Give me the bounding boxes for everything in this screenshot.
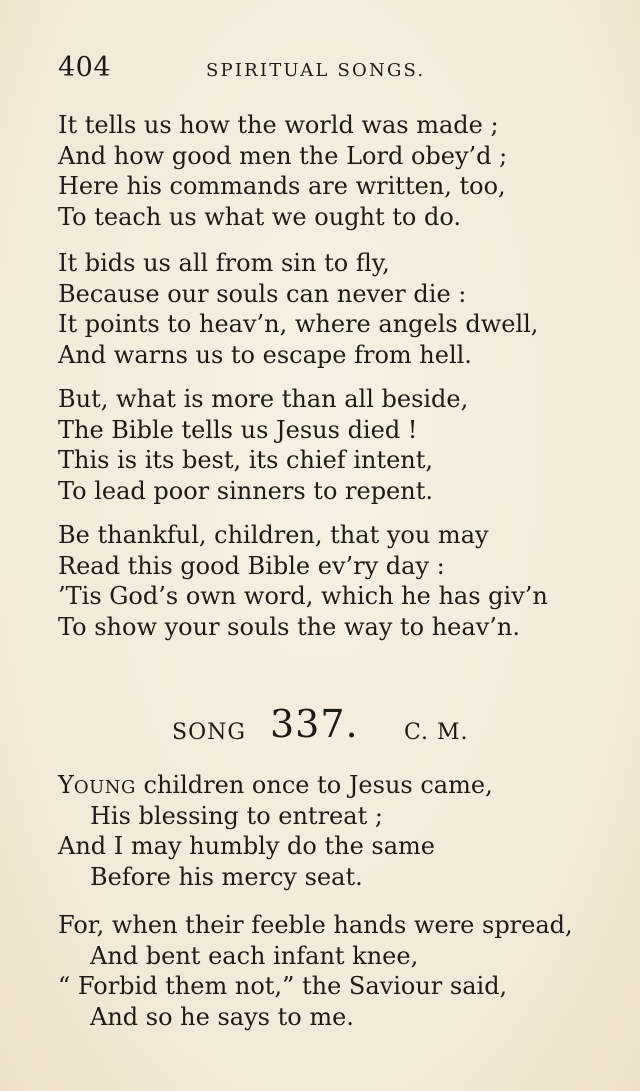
verse-line: To show your souls the way to heav’n.: [58, 612, 520, 641]
verse-line-first: [58, 770, 628, 801]
verse-line: It bids us all from sin to fly,: [58, 249, 390, 277]
stanza: [58, 770, 628, 892]
song-number: 337.: [270, 702, 359, 746]
verse-line: “ Forbid them not,” the Saviour said,: [58, 972, 508, 1000]
stanza: [58, 520, 628, 642]
verse-line: For, when their feeble hands were spread,: [58, 911, 573, 939]
drop-initial: Y: [58, 771, 74, 799]
verse-line: Before his mercy seat.: [90, 862, 363, 891]
verse-line: Here his commands are written, too,: [58, 172, 506, 200]
verse-line: And how good men the Lord obey’d ;: [58, 141, 508, 170]
verse-line: His blessing to entreat ;: [90, 801, 383, 830]
verse-line: Because our souls can never die :: [58, 279, 467, 308]
verse-line: The Bible tells us Jesus died !: [58, 415, 418, 444]
verse-line: And I may humbly do the same: [58, 832, 436, 860]
verse-line: This is its best, its chief intent,: [58, 446, 434, 474]
verse-line: It tells us how the world was made ;: [58, 111, 499, 139]
song-heading: [0, 702, 640, 752]
verse-line: To teach us what we ought to do.: [58, 202, 462, 231]
stanza: [58, 110, 628, 232]
verse-line: ’Tis God’s own word, which he has giv’n: [58, 582, 548, 610]
small-caps-word: OUNG: [73, 777, 136, 798]
page-number: 404: [58, 52, 112, 83]
verse-line: And so he says to me.: [90, 1002, 354, 1031]
page-header: [58, 52, 578, 88]
verse-line: It points to heav’n, where angels dwell,: [58, 310, 539, 338]
song-meter: C. M.: [404, 720, 469, 745]
verse-line: Be thankful, children, that you may: [58, 521, 489, 549]
stanza: [58, 384, 628, 506]
stanza: [58, 910, 628, 1032]
verse-line: To lead poor sinners to repent.: [58, 476, 433, 505]
verse-line: Read this good Bible ev’ry day :: [58, 551, 445, 580]
verse-line: And bent each infant knee,: [90, 941, 419, 970]
verse-line-text: children once to Jesus came,: [135, 771, 493, 799]
verse-line: But, what is more than all beside,: [58, 385, 469, 413]
verse-line: And warns us to escape from hell.: [58, 340, 472, 369]
running-head: SPIRITUAL SONGS.: [206, 60, 426, 81]
stanza: [58, 248, 628, 370]
song-label: SONG: [172, 720, 246, 745]
